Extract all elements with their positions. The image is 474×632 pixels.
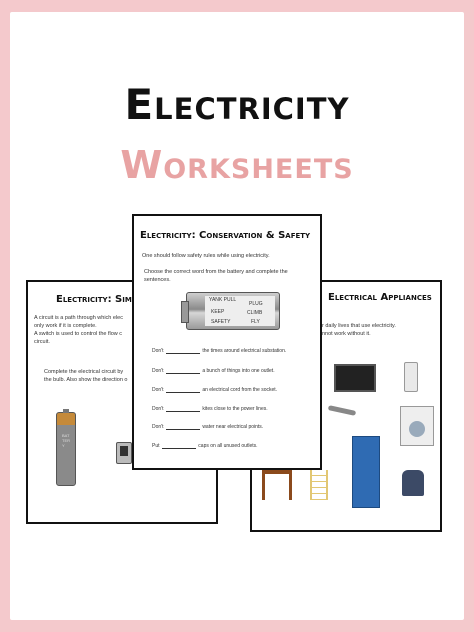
spray-bottle-icon [404,362,418,392]
worksheet-text: A circuit is a path through which elec only work if it is complete. A switch is used to control the flow c circuit. [34,315,123,345]
worksheet-title: Electricity: Sim [56,294,132,305]
washing-machine-icon [400,406,434,446]
list-item: Put caps on all unused outlets. [152,443,258,449]
switch-icon [116,442,132,464]
worksheet-text: r daily lives that use electricity. nnot work without it. [322,323,396,337]
refrigerator-icon [352,436,380,508]
worksheet-conservation-safety: Electricity: Conservation & Safety One should follow safety rules while using electricity. Choose the correct word from the battery and complete the sentences. YANK PULL PLUG KEEP CLIMB SAFETY FLY Don't the times around electrical substation. Don't a bunch of things into one outlet. Don't an electrical cord from the socket. Don't kites close to the power lines. Don't water near electrical points. Put caps on all unused outlets. [132,214,322,470]
word-battery-icon: YANK PULL PLUG KEEP CLIMB SAFETY FLY [186,292,280,330]
ladder-icon [310,470,328,500]
worksheet-task: Complete the electrical circuit by the bulb. Also show the direction o [44,369,128,383]
whisk-icon [328,405,356,416]
list-item: Don't kites close to the power lines. [152,406,268,412]
page-subtitle: Worksheets [120,143,354,187]
page-title: Electricity [124,80,350,129]
list-item: Don't water near electrical points. [152,424,264,430]
list-item: Don't the times around electrical substation. [152,348,287,354]
list-item: Don't a bunch of things into one outlet. [152,368,275,374]
worksheet-title: Electrical Appliances [328,292,432,303]
list-item: Don't an electrical cord from the socket. [152,387,278,393]
worksheet-title: Electricity: Conservation & Safety [140,230,311,241]
battery-icon: BATTERY [56,412,76,486]
iron-icon [402,470,424,496]
television-icon [334,364,376,392]
chair-icon [262,470,292,500]
